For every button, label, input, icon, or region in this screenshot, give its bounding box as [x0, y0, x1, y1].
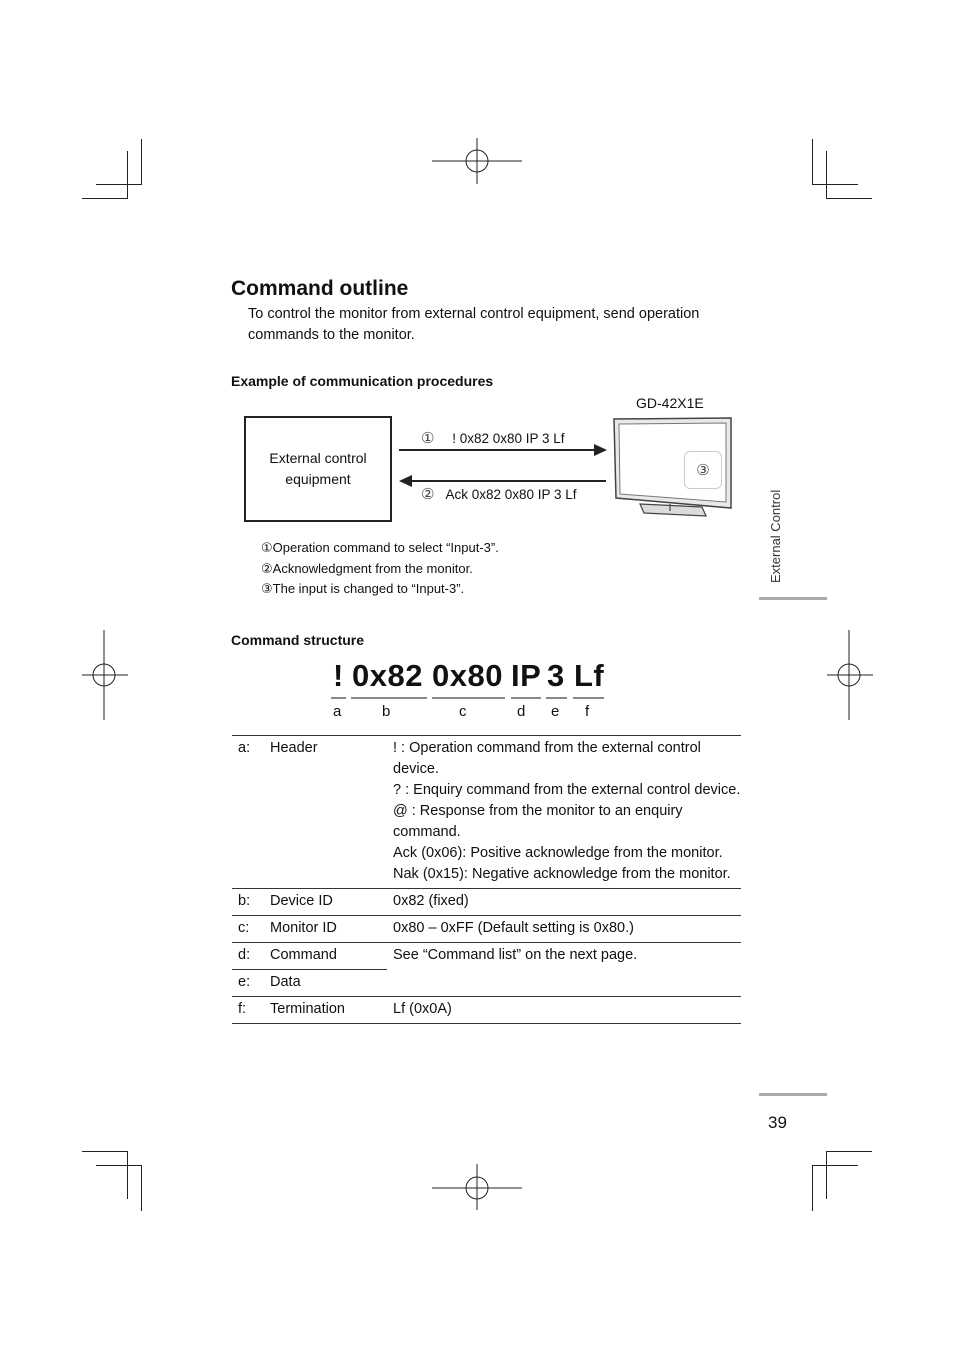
row-desc: 0x80 – 0xFF (Default setting is 0x80.) [387, 916, 741, 943]
row-name: Monitor ID [270, 916, 387, 943]
external-control-box [244, 416, 392, 522]
header-descriptions [387, 736, 741, 889]
command-structure-table [232, 735, 741, 1024]
row-desc: 0x82 (fixed) [387, 889, 741, 916]
row-letter: f: [232, 997, 270, 1024]
side-divider-bottom [759, 1093, 827, 1096]
row-name: Device ID [270, 889, 387, 916]
cmd-letter-a: a [333, 703, 342, 720]
header-desc-1: ! : Operation command from the external control device. [393, 740, 701, 777]
registration-mark-left [80, 628, 130, 722]
side-section-label: External Control [768, 489, 783, 583]
header-desc-5: Nak (0x15): Negative acknowledge from the monitor. [393, 866, 731, 882]
row-name: Command [270, 943, 387, 970]
structure-heading: Command structure [231, 632, 365, 648]
cmd-underline-d [511, 697, 541, 699]
external-control-label: External control equipment [269, 450, 367, 487]
example-heading: Example of communication procedures [231, 373, 494, 389]
cmd-underline-a [331, 697, 346, 699]
row-desc: Lf (0x0A) [387, 997, 741, 1024]
header-desc-3: @ : Response from the monitor to an enquiry command. [393, 803, 683, 840]
cmd-part-f: Lf [574, 658, 605, 693]
cmd-letter-f: f [585, 703, 590, 720]
cmd-part-d: IP [511, 658, 542, 693]
cmd-letter-d: d [517, 703, 526, 720]
header-desc-2: ? : Enquiry command from the external control device. [393, 782, 741, 798]
cmd-part-b: 0x82 [352, 658, 423, 693]
section-title: Command outline [231, 277, 409, 300]
note-2: ②Acknowledgment from the monitor. [261, 561, 473, 576]
registration-mark-bottom [430, 1164, 524, 1212]
cmd-part-a: ! [333, 658, 344, 693]
side-divider-top [759, 597, 827, 600]
cmd-letter-b: b [382, 703, 391, 720]
model-name: GD-42X1E [636, 395, 704, 411]
table-row [232, 889, 741, 916]
row-letter: b: [232, 889, 270, 916]
step2-label [421, 485, 577, 503]
table-row [232, 736, 741, 889]
row-desc: See “Command list” on the next page. [387, 943, 741, 997]
ack-arrow-line [411, 480, 606, 482]
step2-ack-text: Ack 0x82 0x80 IP 3 Lf [445, 487, 577, 502]
row-letter: e: [232, 970, 270, 997]
table-row [232, 916, 741, 943]
cmd-letter-e: e [551, 703, 560, 720]
cmd-underline-b [351, 697, 427, 699]
step1-label [421, 429, 565, 447]
registration-mark-right [825, 628, 875, 722]
row-name: Data [270, 970, 387, 997]
command-arrow-line [399, 449, 595, 451]
table-row [232, 943, 741, 970]
cmd-underline-f [573, 697, 604, 699]
cmd-letter-c: c [459, 703, 467, 720]
row-letter: a: [232, 736, 270, 889]
note-3: ③The input is changed to “Input-3”. [261, 581, 465, 596]
cmd-part-e: 3 [547, 658, 565, 693]
cmd-underline-c [432, 697, 505, 699]
screen-marker-badge [685, 452, 721, 488]
row-letter: d: [232, 943, 270, 970]
registration-mark-top [430, 138, 524, 186]
cmd-underline-e [546, 697, 567, 699]
row-name: Header [270, 736, 387, 889]
page-number: 39 [768, 1113, 787, 1132]
command-arrow-head [594, 444, 607, 456]
note-1: ①Operation command to select “Input-3”. [261, 540, 499, 555]
screen-marker: ③ [696, 462, 710, 479]
table-row [232, 997, 741, 1024]
step1-marker: ① [421, 430, 435, 447]
header-desc-4: Ack (0x06): Positive acknowledge from the monitor. [393, 845, 723, 861]
row-name: Termination [270, 997, 387, 1024]
step2-marker: ② [421, 486, 435, 503]
row-letter: c: [232, 916, 270, 943]
step1-command-text: ! 0x82 0x80 IP 3 Lf [452, 431, 565, 446]
intro-text: To control the monitor from external control equipment, send operation commands to the monitor. [248, 306, 700, 343]
cmd-part-c: 0x80 [432, 658, 503, 693]
